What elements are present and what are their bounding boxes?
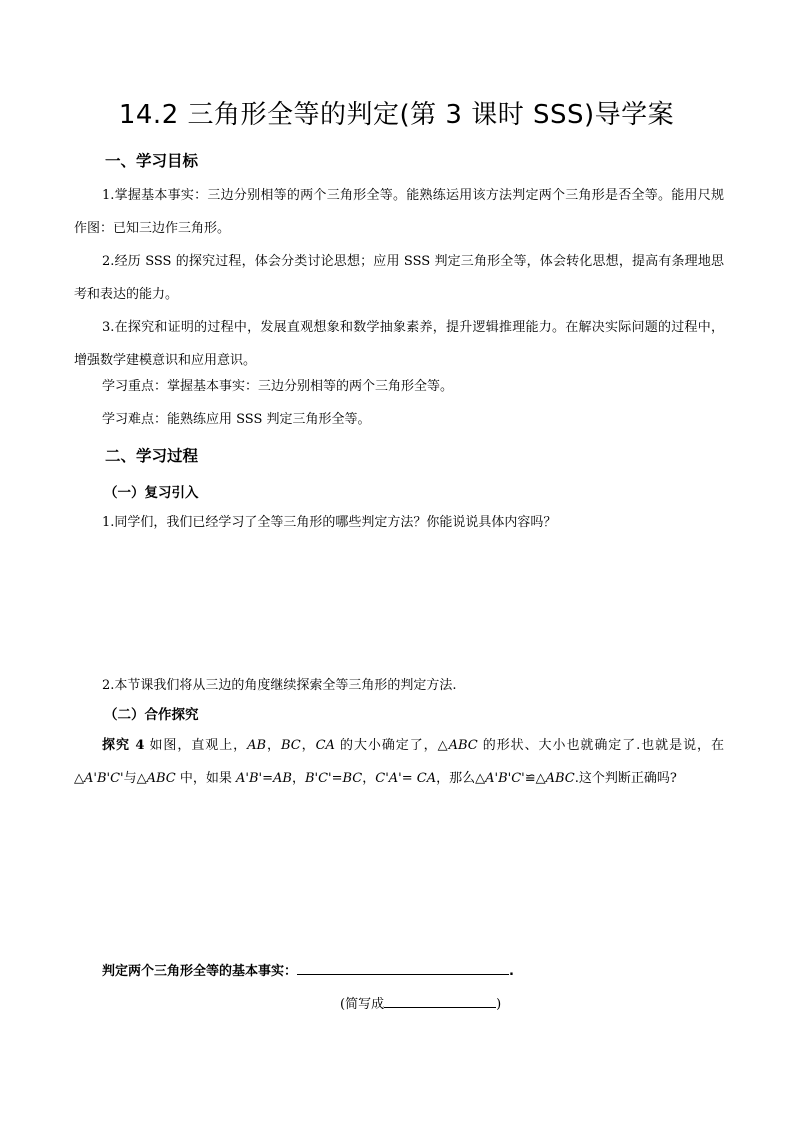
text-run: ， — [291, 771, 305, 786]
abbreviation-line — [340, 993, 501, 1015]
triangle-apbpcp: A'B'C' — [485, 771, 525, 786]
key-point: 学习重点：掌握基本事实：三边分别相等的两个三角形全等。 — [102, 379, 454, 394]
segment-ab: AB — [247, 738, 267, 753]
triangle-abc: ABC — [146, 771, 176, 786]
explore-label: 探究 4 — [102, 738, 145, 753]
text-run: 的大小确定了，△ — [334, 738, 449, 753]
review-question-2: 2.本节课我们将从三边的角度继续探索全等三角形的判定方法. — [102, 678, 457, 693]
triangle-apbpcp: A'B'C' — [84, 771, 124, 786]
equation-3: C'A'= CA — [375, 771, 437, 786]
section-heading-process: 二、学习过程 — [105, 447, 199, 465]
text-run: .这个判断正确吗? — [574, 771, 677, 786]
explore-4-paragraph — [74, 729, 724, 795]
text-run: 中，如果 — [175, 771, 237, 786]
subsection-heading-review: （一）复习引入 — [104, 485, 199, 501]
triangle-abc: ABC — [545, 771, 575, 786]
equation-1: A'B'=AB — [236, 771, 292, 786]
abbreviation-blank[interactable] — [384, 993, 496, 1008]
segment-ca: CA — [315, 738, 335, 753]
section-heading-goals: 一、学习目标 — [105, 152, 199, 170]
page-title: 14.2 三角形全等的判定(第 3 课时 SSS)导学案 — [118, 100, 675, 130]
text-run: 如图，直观上， — [144, 738, 248, 753]
basic-fact-end: . — [509, 964, 514, 979]
abbreviation-open: (简写成 — [340, 997, 385, 1012]
difficulty: 学习难点：能熟练应用 SSS 判定三角形全等。 — [102, 412, 371, 427]
review-question-1: 1.同学们，我们已经学习了全等三角形的哪些判定方法？你能说说具体内容吗？ — [102, 515, 557, 530]
text-run: ，那么△ — [436, 771, 486, 786]
goal-1: 1.掌握基本事实：三边分别相等的两个三角形全等。能熟练运用该方法判定两个三角形是否全等。能用尺规作图：已知三边作三角形。 — [74, 188, 724, 236]
text-run: ， — [300, 738, 316, 753]
basic-fact-line — [102, 960, 514, 982]
abbreviation-close: ) — [496, 997, 502, 1012]
segment-bc: BC — [280, 738, 301, 753]
subsection-heading-explore: （二）合作探究 — [104, 707, 199, 723]
text-run: ， — [362, 771, 376, 786]
text-run: 与△ — [123, 771, 147, 786]
basic-fact-blank[interactable] — [297, 960, 509, 975]
text-run: ， — [266, 738, 281, 753]
text-run: 的形状、大小也就确定了.也就是说，在△ — [74, 738, 724, 786]
equation-2: B'C'=BC — [304, 771, 363, 786]
goal-3: 3.在探究和证明的过程中，发展直观想象和数学抽象素养，提升逻辑推理能力。在解决实际问题的过程中，增强数学建模意识和应用意识。 — [74, 320, 724, 368]
triangle-abc: ABC — [448, 738, 478, 753]
text-run: ≌△ — [524, 771, 546, 786]
goal-2: 2.经历 SSS 的探究过程，体会分类讨论思想；应用 SSS 判定三角形全等，体会转化思想，提高有条理地思考和表达的能力。 — [74, 254, 724, 302]
basic-fact-label: 判定两个三角形全等的基本事实： — [102, 964, 298, 979]
